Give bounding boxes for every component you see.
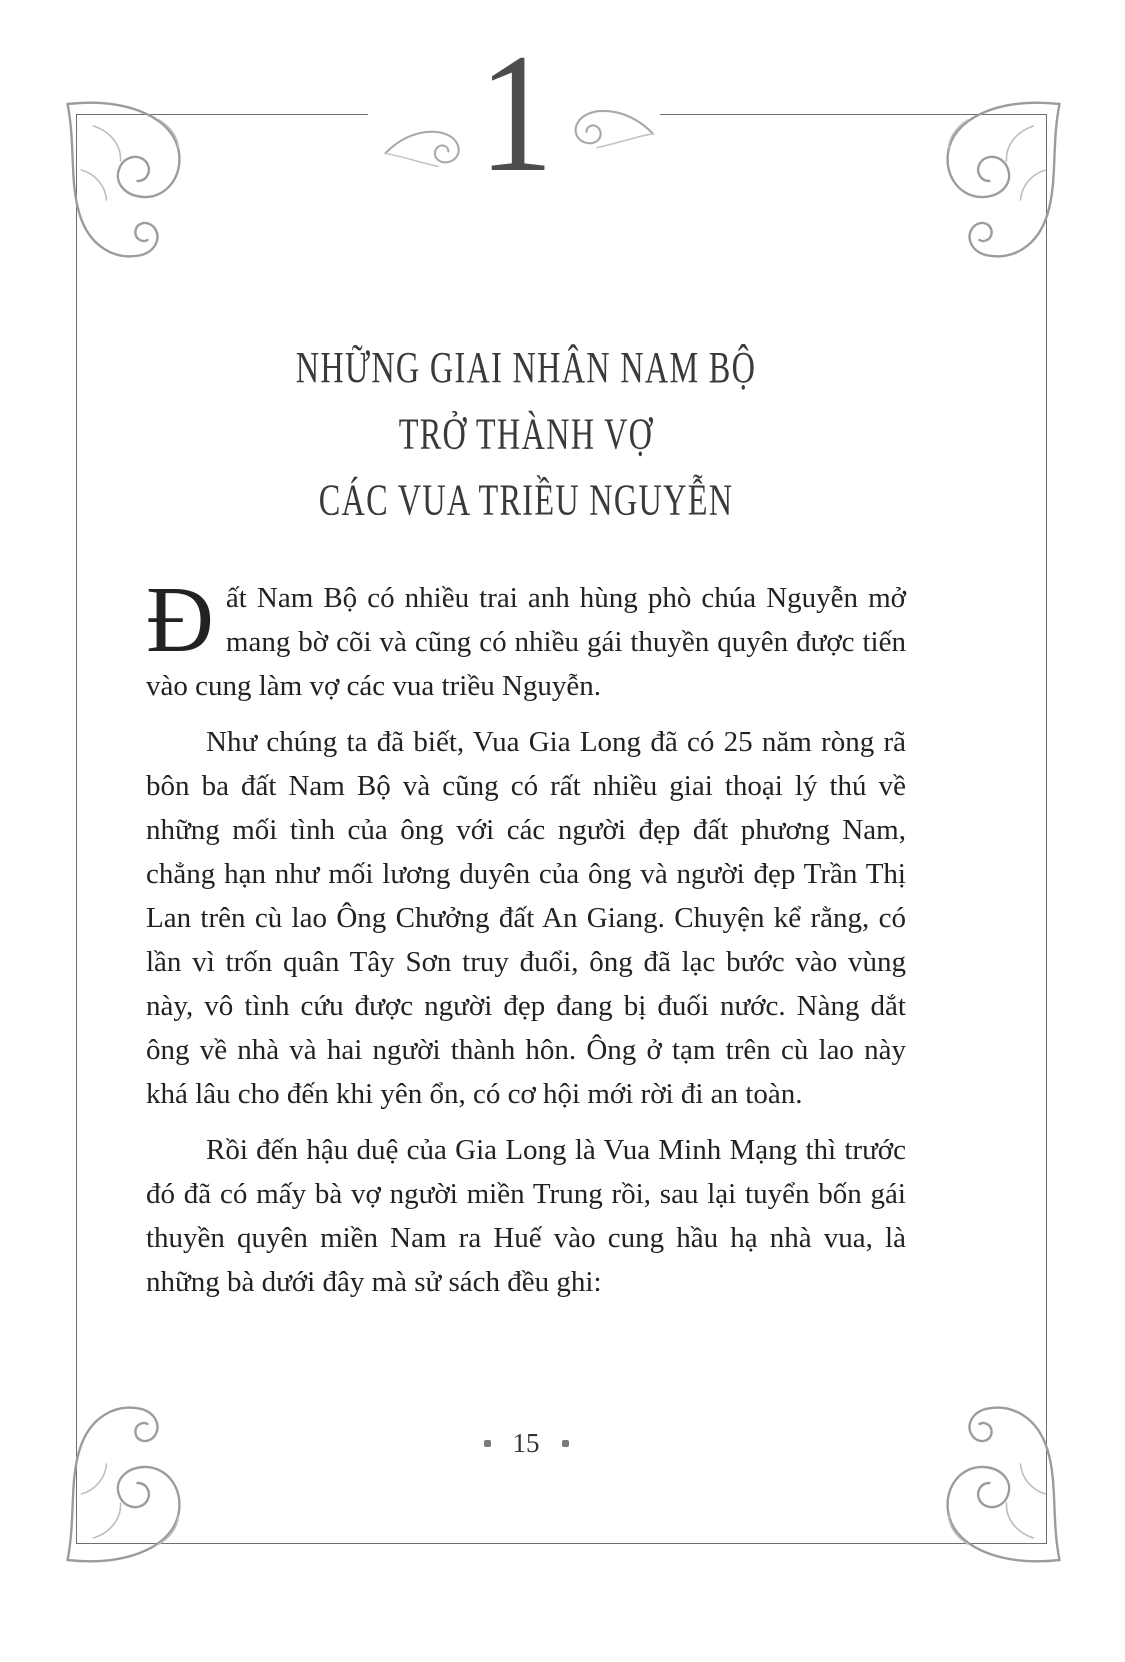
paragraph-1 <box>146 568 906 708</box>
body-text <box>146 568 906 1304</box>
chapter-title <box>203 335 849 533</box>
chapter-number: 1 <box>478 19 554 207</box>
paragraph-1-text: ất Nam Bộ có nhiều trai anh hùng phò chúa Nguyễn mở mang bờ cõi và cũng có nhiều gái thuyền quyên được tiến vào cung làm vợ các vua triều Nguyễn. <box>146 582 906 702</box>
scroll-ornament-left-icon <box>382 120 472 172</box>
corner-flourish-top-right-icon <box>932 98 1065 263</box>
drop-cap: Đ <box>146 568 214 672</box>
corner-flourish-bottom-right-icon <box>932 1401 1065 1566</box>
corner-flourish-bottom-left-icon <box>62 1401 195 1566</box>
page-footer <box>146 1430 906 1457</box>
chapter-title-line-2: TRỞ THÀNH VỢ <box>398 409 654 460</box>
chapter-title-line-1: NHỮNG GIAI NHÂN NAM BỘ <box>295 343 757 394</box>
scroll-ornament-right-icon <box>562 94 656 158</box>
page-number: 15 <box>512 1428 540 1458</box>
paragraph-2: Như chúng ta đã biết, Vua Gia Long đã có 25 năm ròng rã bôn ba đất Nam Bộ và cũng có rất nhiều giai thoại lý thú về những mối tình của ông với các người đẹp đất phương Nam, chẳng hạn như mối lương duyên của ông và người đẹp Trần Thị Lan trên cù lao Ông Chưởng đất An Giang. Chuyện kể rằng, có lần vì trốn quân Tây Sơn truy đuổi, ông đã lạc bước vào vùng này, vô tình cứu được người đẹp đang bị đuối nước. Nàng dắt ông về nhà và hai người thành hôn. Ông ở tạm trên cù lao này khá lâu cho đến khi yên ổn, có cơ hội mới rời đi an toàn. <box>146 726 906 1110</box>
chapter-title-line-3: CÁC VUA TRIỀU NGUYỄN <box>318 475 734 526</box>
footer-dot-left <box>484 1440 491 1447</box>
paragraph-3: Rồi đến hậu duệ của Gia Long là Vua Minh Mạng thì trước đó đã có mấy bà vợ người miền Trung rồi, sau lại tuyển bốn gái thuyền quyên miền Nam ra Huế vào cung hầu hạ nhà vua, là những bà dưới đây mà sử sách đều ghi: <box>146 1134 906 1298</box>
corner-flourish-top-left-icon <box>62 98 195 263</box>
footer-dot-right <box>562 1440 569 1447</box>
